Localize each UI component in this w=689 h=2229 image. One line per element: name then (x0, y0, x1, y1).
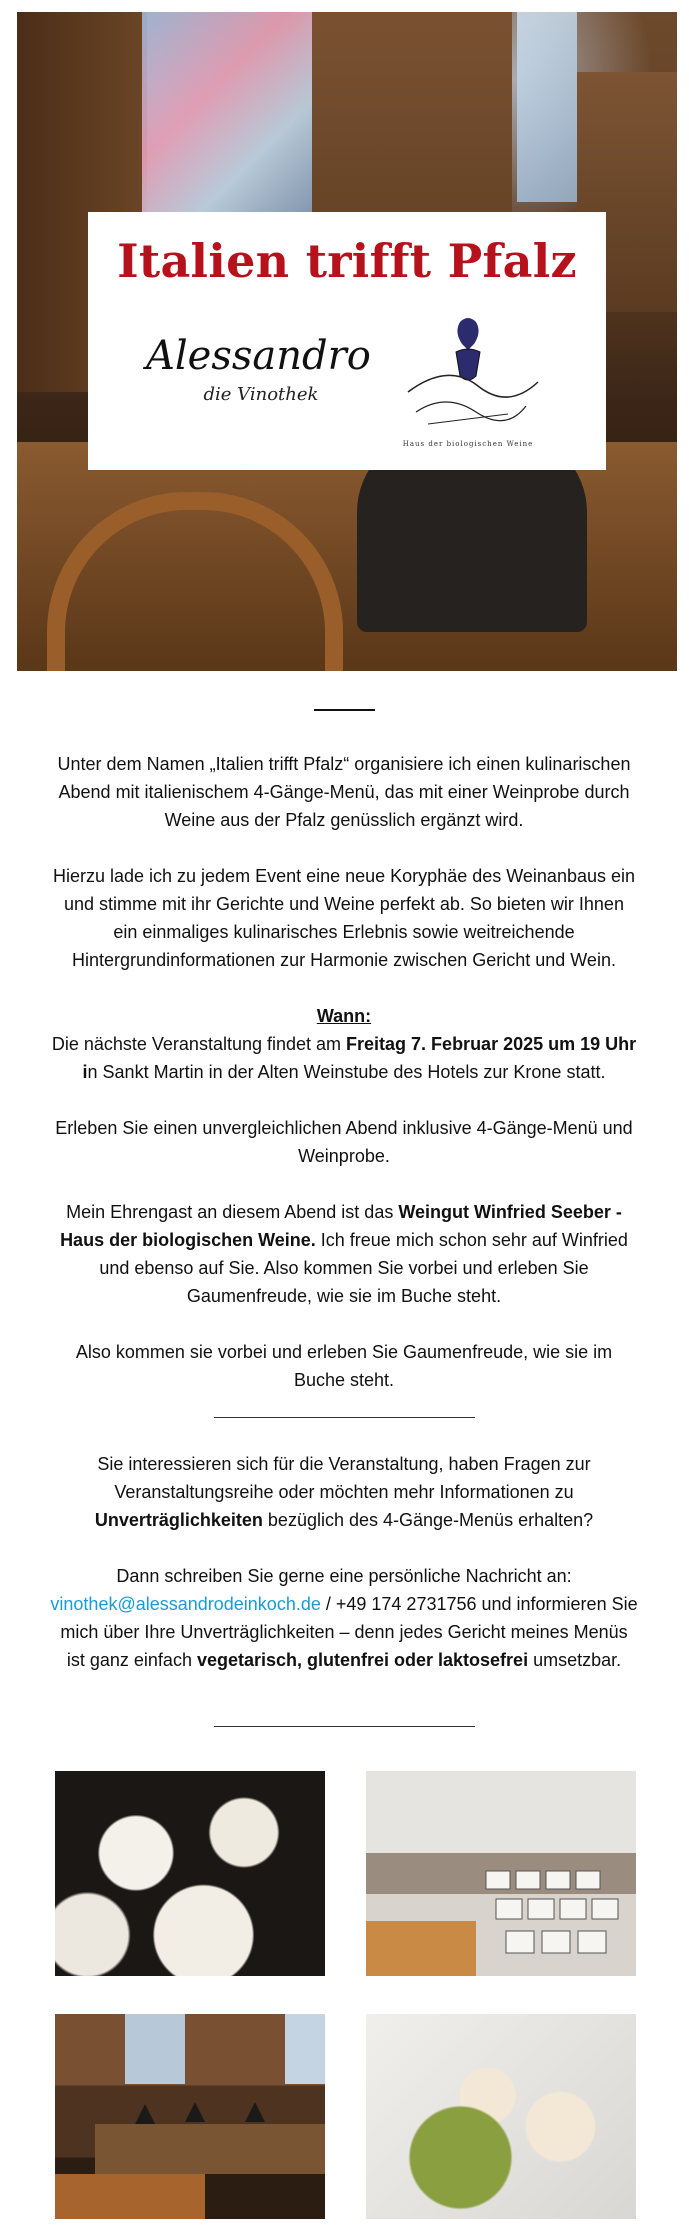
guest-paragraph: Mein Ehrengast an diesem Abend ist das Weingut Winfried Seeber - Haus der biologischen Weine. Ich freue mich schon sehr auf Winfried und ebenso auf Sie. Also kommen Sie vorbei und erleben Sie Gaumenfreude, wie sie im Buche steht. (60, 1202, 628, 1306)
event-heading: Wann: (316, 1006, 372, 1026)
contact-paragraph-1: Sie interessieren sich für die Veranstaltung, haben Fragen zur Veranstaltungsreihe oder möchten mehr Informationen zu Unverträglichkeiten bezüglich des 4-Gänge-Menüs erhalten? (94, 1454, 594, 1530)
divider-long-2 (214, 1726, 475, 1727)
contact-paragraph-2: Dann schreiben Sie gerne eine persönliche Nachricht an: vinothek@alessandrodeinkoch.de / +49 174 2731756 und informieren Sie mich über Ihre Unverträglichkeiten – denn jedes Gericht meines Menüs ist ganz einfach vegetarisch, glutenfrei oder laktosefrei umsetzbar. (50, 1566, 638, 1670)
event-block (50, 1002, 638, 1086)
divider-short (314, 709, 375, 711)
menu-paragraph: Erleben Sie einen unvergleichlichen Abend inklusive 4-Gänge-Menü und Weinprobe. (55, 1118, 633, 1166)
winery-crest-icon (388, 312, 548, 452)
photo-dining-room (55, 2014, 325, 2219)
intro-paragraph-1: Unter dem Namen „Italien trifft Pfalz“ organisiere ich einen kulinarischen Abend mit italienischem 4-Gänge-Menü, das mit einer Weinprobe durch Weine aus der Pfalz genüsslich ergänzt wird. (57, 754, 631, 830)
event-details: Die nächste Veranstaltung findet am Freitag 7. Februar 2025 um 19 Uhr in Sankt Martin in der Alten Weinstube des Hotels zur Krone statt. (51, 1034, 637, 1082)
alessandro-logo: Alessandro (146, 333, 371, 379)
email-link[interactable]: vinothek@alessandrodeinkoch.de (50, 1594, 321, 1614)
stained-window (142, 12, 312, 212)
photo-dessert-plate (366, 2014, 636, 2219)
title-card (88, 212, 606, 470)
window-right (517, 12, 577, 202)
photo-desserts (55, 1771, 325, 1976)
event-title: Italien trifft Pfalz (117, 234, 577, 288)
buffet-plates (366, 1771, 636, 1976)
alessandro-logo-sub: die Vinothek (203, 384, 319, 405)
closing-paragraph: Also kommen sie vorbei und erleben Sie Gaumenfreude, wie sie im Buche steht. (75, 1342, 613, 1390)
winery-tagline: Haus der biologischen Weine (402, 440, 534, 448)
hero-image (17, 12, 677, 671)
divider-long-1 (214, 1417, 475, 1418)
intro-paragraph-2: Hierzu lade ich zu jedem Event eine neue Koryphäe des Weinanbaus ein und stimme mit ihr Gerichte und Weine perfekt ab. So bieten wir Ihnen ein einmaliges kulinarisches Erlebnis sowie weitreichende Hintergrundinformationen zur Harmonie zwischen Gericht und Wein. (52, 866, 636, 970)
dining-room-scene (55, 2014, 325, 2219)
photo-buffet (366, 1771, 636, 1976)
